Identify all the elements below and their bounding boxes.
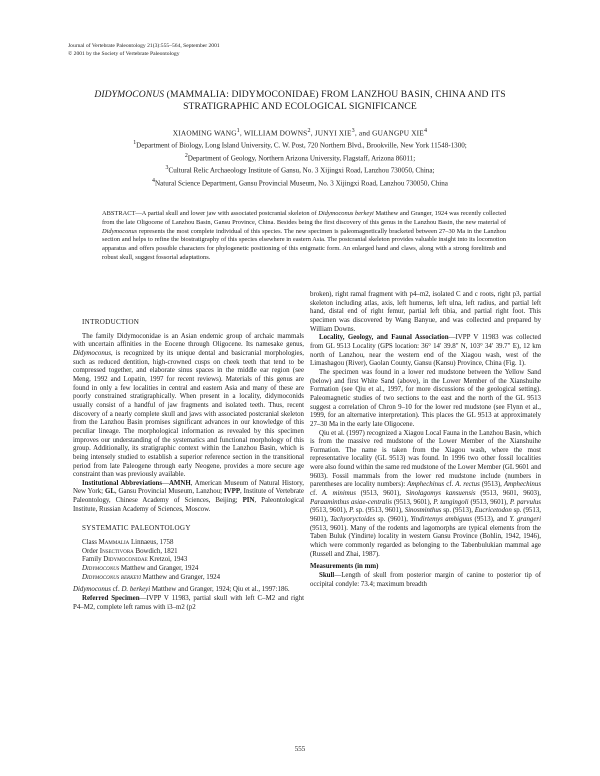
taxon-name: D. berkeyi (121, 586, 151, 594)
tax-name: Didymoconidae (103, 556, 148, 564)
body-text: sp. (9601), (375, 516, 411, 524)
body-text: — (162, 479, 169, 487)
affiliation-sup: 2 (184, 152, 188, 159)
tax-rank: Order (82, 547, 100, 555)
body-text: , American Museum of Natural History, New York; (73, 479, 305, 496)
tax-author: Kretzoi, 1943 (147, 556, 188, 564)
taxon-name: Y. grangeri (509, 516, 541, 524)
taxon-name: Paraaminthus asiae-centralis (310, 498, 392, 506)
abstract-taxon: Didymoconus berkeyi (318, 210, 374, 217)
author-name: WILLIAM DOWNS (243, 128, 308, 138)
measurements-heading: Measurements (in mm) (310, 563, 379, 571)
body-text: (9513, 9601), (391, 498, 434, 506)
subhead-label: Locality, Geology, and Faunal Association (319, 334, 449, 342)
skull-measurements (310, 572, 541, 589)
copyright-line: © 2001 by the Society of Vertebrate Paleontology (68, 50, 180, 57)
affiliation-text: Department of Biology, Long Island University, C. W. Post, 720 Northern Blvd., Brookville, New York 11548-1300; (136, 141, 467, 150)
affiliation-sup: 4 (152, 177, 155, 184)
author-name: JUNYI XIE (314, 128, 352, 138)
author-sep: , (239, 128, 244, 138)
body-text: Qiu et al. (1997) recognized a Xiagou Local Fauna in the Lanzhou Basin, which is from the massive red mudstone of the Lower Member of the Xianshuihe Formation. The name is taken from the Xiagou wash, where the most representative locality (GL 9513) was found. In 1996 two other fossil localities were also found within the same red mudstone of the Lower Member (GL 9601 and 9603). Fossil mammals from the lower red mudstone include (numbers in parentheses are locality numbers): (310, 429, 541, 489)
author-sep: , (310, 128, 315, 138)
synonymy (73, 586, 304, 595)
taxon-name: P. (349, 507, 355, 515)
tax-name: Didymoconus berkeyi (82, 573, 141, 581)
abstract (102, 210, 506, 263)
author-name: XIAOMING WANG (172, 128, 237, 138)
taxon-genus (73, 565, 304, 574)
taxon-species (73, 574, 304, 583)
abstract-taxon: Didymoconus (102, 227, 138, 235)
section-heading-introduction: INTRODUCTION (82, 318, 140, 326)
affiliation-text: Department of Geology, Northern Arizona University, Flagstaff, Arizona 86011; (187, 154, 416, 163)
author-sup: 3 (351, 128, 355, 134)
left-column (73, 318, 304, 612)
body-text: (9513, 9601), (355, 490, 406, 498)
subhead-label: Referred Specimen (82, 595, 140, 603)
taxon-name: Tachyoryctoides (330, 516, 376, 524)
body-text: (9513, 9601). Many of the rodents and lagomorphs are typical elements from the Taben Buluk (Yindirte) locality in western Gansu Province (Bohlin, 1942, 1946), which were commonly regarded as belonging to the Tabenbulukian mammal age (Russell and Zhai, 1987). (310, 524, 541, 558)
body-text: —IVPP V 11983, partial skull with left C–M2 and right P4–M2, complete left ramus with i3–m2 (p2 (73, 595, 304, 611)
taxon-name: Yindirtemys ambiguus (410, 516, 473, 524)
tax-author: Bowdich, 1821 (133, 547, 178, 555)
author-sup: 2 (307, 128, 311, 134)
fauna-paragraph (310, 430, 541, 560)
body-text: (9513, 9601), (310, 507, 350, 515)
abstract-text: Matthew and Granger, 1924 was recently collected from the late Oligocene of Lanzhou Basin, Gansu Province, China. Besides being the first discovery of this genus in the Lanzhou Basin, the new material of (102, 210, 506, 226)
tax-author: Linnaeus, 1758 (129, 539, 174, 547)
body-text: The family Didymoconidae is an Asian endemic group of archaic mammals with uncertain affinities in the Eocene through Oligocene. Its namesake genus, (73, 332, 304, 349)
body-text: , Gansu Provincial Museum, Lanzhou; (114, 488, 224, 496)
body-text: , Institute of Vertebrate Paleontology, Chinese Academy of Sciences, Beijing; (73, 488, 304, 505)
body-text: cf. (444, 481, 456, 489)
locality-paragraph (310, 334, 541, 369)
body-text: Matthew and Granger, 1924; Qiu et al., 1997:186. (150, 586, 290, 594)
abbr-term: AMNH (168, 479, 191, 487)
body-text: sp. (9513, 9601), (310, 507, 541, 524)
author-block (60, 126, 540, 188)
author-names (60, 126, 540, 138)
article-title (60, 89, 540, 113)
taxon-order (73, 548, 304, 557)
affiliation-sup: 1 (133, 140, 137, 147)
tax-name: Insectivora (99, 547, 134, 555)
body-text: (9513), and (472, 516, 510, 524)
author-name: GUANGPU XIE (372, 128, 424, 138)
taxon-name: Amphechinus (503, 481, 541, 489)
taxon-name: Didymoconus (73, 586, 111, 594)
body-text: (9513, 9601), (468, 498, 510, 506)
body-text: , is recognized by its unique dental and basicranial morphologies, such as reduced dentition, high-crowned cusps on cheek teeth that tend to be compressed together, and elaborate sinus spaces in the middle ear region (see Meng, 1992 and Lopatin, 1997 for recent reviews). Materials of this genus are found in only a few localities in central and eastern Asia and many of these are poorly constrained stratigraphically. When present in a locality, didymoconids usually consist of a handful of jaw fragments and isolated teeth. Thus, recent discovery of a nearly complete skull and jaws with associated postcranial skeleton from the Lanzhou Basin promises significant advances in our knowledge of this peculiar lineage. The morphological information as revealed by this specimen improves our understanding of the systematics and functional morphology of this group. Additionally, its stratigraphic context within the Lanzhou Basin, which is being intensely studied to establish a superior reference section in the transitional period from late Paleogene through early Neogene, provides a more secure age constraint than was previously available. (73, 349, 304, 479)
affiliation-sup: 3 (165, 165, 169, 172)
title-line2: STRATIGRAPHIC AND ECOLOGICAL SIGNIFICANCE (183, 101, 417, 113)
abstract-text: ABSTRACT—A partial skull and lower jaw with associated postcranial skeleton of (102, 210, 319, 217)
taxon-name: Didymoconus (73, 349, 111, 357)
abbr-term: PIN (242, 497, 255, 505)
taxon-name: P. tangingoli (433, 498, 469, 506)
abbreviations-paragraph (73, 480, 304, 515)
affiliation (60, 176, 540, 188)
taxon-name: P. parvulus (509, 498, 541, 506)
abbr-term: IVPP (223, 488, 241, 496)
tax-rank: Class (82, 539, 99, 547)
author-sep: , and (354, 128, 373, 138)
body-text: sp. (9513, 9601), (354, 507, 405, 515)
affiliation-text: Cultural Relic Archaeology Institute of Gansu, No. 3 Xijingxi Road, Lanzhou 730050, China; (168, 166, 435, 175)
journal-line: Journal of Vertebrate Paleontology 21(3):555–564, September 2001 (68, 43, 220, 49)
affiliation (60, 151, 540, 163)
tax-rank: Family (82, 556, 104, 564)
tax-name: Didymoconus (82, 565, 120, 573)
body-text: —IVPP V 11983 was collected from GL 9513 Locality (GPS location: 36° 14′ 39.8″ N, 103° 34′ 39.7″ E), 12 km north of Lanzhou, near the western end of the Xiagou wash, west of the Limashagou (River), Gaolan County, Gansu (Kansu) Province, China (Fig. 1). (310, 334, 541, 368)
tax-author: Matthew and Granger, 1924 (140, 573, 221, 581)
body-text: cf. (310, 490, 322, 498)
affiliation-text: Natural Science Department, Gansu Provincial Museum, No. 3 Xijingxi Road, Lanzhou 730050, China (154, 178, 448, 187)
title-genus: DIDYMOCONUS (94, 89, 165, 100)
specimen-continued: broken), right ramal fragment with p4–m2, isolated C and c roots, right p3, partial skeleton including atlas, axis, left humerus, left ulna, left radius, and partial left hand, distal end of right femur, partial left tibia, and partial right foot. This specimen was discovered by Wang Banyue, and was collected and prepared by William Downs. (310, 291, 541, 333)
intro-paragraph (73, 333, 304, 480)
taxon-name: A. rectus (455, 481, 480, 489)
body-text: , Paleontological Institute, Russian Academy of Sciences, Moscow. (73, 497, 305, 513)
body-text: (9513), (479, 481, 504, 489)
taxon-name: Eucricetodon (474, 507, 512, 515)
affiliation (60, 138, 540, 150)
abstract-text: represents the most complete individual of this species. The new specimen is paleomagnetically bracketed between 27–30 Ma in the Lanzhou section and helps to refine the biostratigraphy of this species elsewhere in eastern Asia. The postcranial skeleton provides valuable insight into its locomotion apparatus and offers possible characters for phylogenetic positioning of this enigmatic form. An enlarged hand and claws, along with a strong foreliimb and robust skull, suggest fossorial adaptations. (102, 227, 506, 261)
page-number: 555 (294, 745, 306, 753)
author-sup: 4 (423, 128, 428, 134)
body-text: sp. (9513), (441, 507, 475, 515)
body-text: (9513, 9601, 9603), (475, 490, 541, 498)
taxon-class (73, 539, 304, 548)
referred-specimen (73, 595, 304, 612)
body-text: —Length of skull from posterior margin of canine to posterior tip of occipital condyle: 73.4; maximum breadth (310, 572, 541, 588)
taxon-name: A. minimus (321, 490, 356, 498)
title-line1: (MAMMALIA: DIDYMOCONIDAE) FROM LANZHOU BASIN, CHINA AND ITS (164, 89, 506, 100)
taxon-name: Sinolagomys kansuensis (405, 490, 476, 498)
section-heading-systematic: SYSTEMATIC PALEONTOLOGY (82, 524, 191, 533)
right-column (310, 291, 541, 589)
tax-author: Matthew and Granger, 1924 (119, 565, 199, 573)
subhead-label: Institutional Abbreviations (82, 479, 163, 487)
taxon-family (73, 556, 304, 565)
body-text: cf. (110, 586, 122, 594)
tax-name: Mammalia (98, 539, 130, 547)
taxon-name: Sinosminthus (404, 507, 442, 515)
author-sup: 1 (236, 128, 240, 134)
stratigraphy-paragraph: The specimen was found in a lower red mudstone between the Yellow Sand (below) and first White Sand (above), in the Lower Member of the Xianshuihe Formation (see Qiu et al., 1997, for more discussions of the geological setting). Paleomagnetic studies of two sections to the east and the north of the GL 9513 suggest a correlation of Chron 9–10 for the lower red mudstone (see Flynn et al., 1999, for an alternative interpretation). This places the GL 9513 at approximately 27–30 Ma in the early late Oligocene. (310, 368, 541, 428)
subhead-label: Skull (319, 572, 335, 579)
journal-citation (68, 43, 220, 58)
taxon-name: Amphechinus (407, 481, 445, 489)
affiliation (60, 163, 540, 175)
abbr-term: GL (104, 488, 115, 496)
